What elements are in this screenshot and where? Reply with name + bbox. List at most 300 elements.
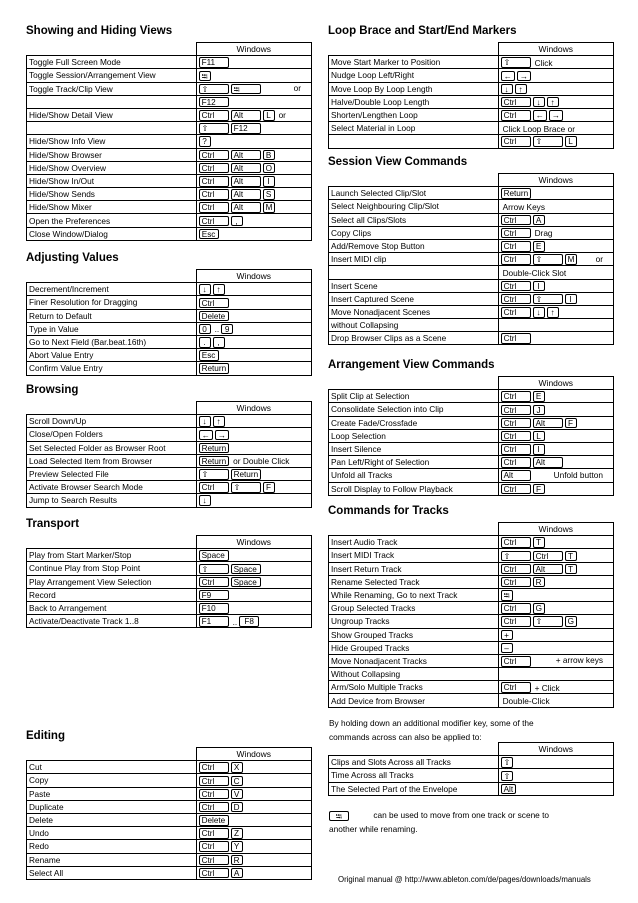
table-row — [27, 761, 312, 774]
key-cap: T — [533, 537, 545, 548]
command-label: Consolidate Selection into Clip — [329, 403, 499, 416]
shortcut-note: + Click — [534, 682, 560, 693]
command-label: Split Clip at Selection — [329, 390, 499, 403]
table-row — [27, 122, 312, 135]
command-label: Type in Value — [27, 322, 197, 335]
tab-note-line-1 — [329, 808, 549, 822]
key-cap: Ctrl — [199, 789, 229, 800]
key-cap: T — [565, 551, 577, 562]
key-cap: Ctrl — [501, 444, 531, 455]
key-cap: I — [263, 176, 275, 187]
command-label: Shorten/Lengthen Loop — [329, 108, 499, 121]
shortcut-note: Unfold button — [553, 469, 603, 480]
command-label: Cut — [27, 761, 197, 774]
key-cap: ? — [199, 136, 211, 147]
key-cap: Ctrl — [501, 136, 531, 147]
key-cap: Alt — [231, 176, 261, 187]
key-cap: Ctrl — [501, 254, 531, 265]
shortcut-note: .. — [232, 616, 238, 627]
command-label: Copy — [27, 774, 197, 787]
table-row — [329, 122, 614, 135]
key-cap: Ctrl — [501, 241, 531, 252]
shortcut-cell — [498, 469, 613, 482]
table-header-row — [329, 743, 614, 756]
table-row — [27, 135, 312, 148]
table-row — [329, 769, 614, 782]
key-cap: Delete — [199, 311, 229, 322]
key-cap: L — [263, 110, 275, 121]
key-cap: M — [565, 254, 578, 265]
shortcut-table — [328, 42, 614, 149]
key-cap: ↑ — [213, 416, 225, 427]
section-title: Arrangement View Commands — [328, 359, 495, 371]
key-cap: Return — [199, 443, 230, 454]
shortcut-cell — [196, 800, 311, 813]
command-label: Drop Browser Clips as a Scene — [329, 332, 499, 345]
key-cap: → — [549, 110, 563, 121]
table-row — [329, 615, 614, 628]
table-row — [27, 227, 312, 240]
command-label: Move Nonadjacent Tracks — [329, 654, 499, 667]
modifier-intro-line-1: By holding down an additional modifier key, some of the — [329, 718, 534, 728]
shortcut-cell — [196, 335, 311, 348]
key-cap: Ctrl — [199, 776, 229, 787]
key-cap: Space — [231, 564, 261, 575]
shortcut-cell — [196, 761, 311, 774]
command-label: Load Selected Item from Browser — [27, 454, 197, 467]
shortcut-cell — [196, 122, 311, 135]
key-cap: Ctrl — [501, 431, 531, 442]
column-header-windows: Windows — [498, 523, 613, 536]
key-cap: Return — [231, 469, 262, 480]
shortcut-note: Arrow Keys — [502, 201, 545, 212]
key-cap: Ctrl — [199, 577, 229, 588]
command-label: Add/Remove Stop Button — [329, 239, 499, 252]
key-cap: Ctrl — [199, 176, 229, 187]
table-header-row — [27, 270, 312, 283]
shortcut-cell — [498, 135, 613, 148]
command-label: Open the Preferences — [27, 214, 197, 227]
key-cap: ↓ — [199, 416, 211, 427]
table-row — [27, 441, 312, 454]
command-label: Delete — [27, 813, 197, 826]
key-cap: ⇧ — [231, 482, 261, 493]
shortcut-cell — [196, 188, 311, 201]
table-header-row — [329, 174, 614, 187]
table-row — [329, 135, 614, 148]
shortcut-cell — [196, 174, 311, 187]
key-cap: V — [231, 789, 243, 800]
table-row — [27, 787, 312, 800]
shortcut-cell — [196, 549, 311, 562]
command-label: Show Grouped Tracks — [329, 628, 499, 641]
key-cap: Alt — [231, 163, 261, 174]
shortcut-cell — [498, 562, 613, 575]
shortcut-cell — [498, 654, 613, 667]
shortcut-cell — [196, 615, 311, 628]
shortcut-table — [328, 173, 614, 345]
key-cap: R — [231, 855, 243, 866]
command-label: Hide/Show Detail View — [27, 108, 197, 121]
table-row — [27, 866, 312, 879]
command-label: Finer Resolution for Dragging — [27, 296, 197, 309]
key-cap: ↑ — [547, 307, 559, 318]
table-row — [27, 562, 312, 575]
table-row — [329, 416, 614, 429]
key-cap: Ctrl — [199, 762, 229, 773]
command-label: Go to Next Field (Bar.beat.16th) — [27, 335, 197, 348]
table-row — [27, 296, 312, 309]
key-cap: 0 — [199, 324, 211, 335]
shortcut-cell — [498, 69, 613, 82]
key-cap: F12 — [231, 123, 261, 134]
command-label: Rename Selected Track — [329, 575, 499, 588]
key-cap: Ctrl — [199, 163, 229, 174]
key-cap: ⇧ — [501, 757, 514, 768]
command-label: Toggle Full Screen Mode — [27, 56, 197, 69]
command-label: Paste — [27, 787, 197, 800]
table-row — [27, 174, 312, 187]
key-cap: Ctrl — [501, 281, 531, 292]
command-label: Set Selected Folder as Browser Root — [27, 441, 197, 454]
table-row — [329, 95, 614, 108]
key-cap: Ctrl — [501, 307, 531, 318]
table-row — [27, 601, 312, 614]
command-label: Insert Return Track — [329, 562, 499, 575]
key-cap: ← — [199, 430, 213, 441]
section-title: Editing — [26, 730, 65, 742]
command-label: Create Fade/Crossfade — [329, 416, 499, 429]
table-row — [329, 429, 614, 442]
shortcut-cell — [498, 200, 613, 213]
shortcut-cell — [196, 296, 311, 309]
shortcut-note: Click Loop Brace or — [502, 123, 575, 134]
key-cap: F1 — [199, 616, 229, 627]
key-cap: ⇧ — [501, 551, 531, 562]
key-cap: Z — [231, 828, 243, 839]
key-cap: 9 — [221, 324, 233, 335]
table-header-row — [329, 523, 614, 536]
command-label: Close Window/Dialog — [27, 227, 197, 240]
command-label: Hide/Show Sends — [27, 188, 197, 201]
table-row — [27, 148, 312, 161]
shortcut-cell — [196, 227, 311, 240]
command-label: Halve/Double Loop Length — [329, 95, 499, 108]
key-cap: Ctrl — [501, 616, 531, 627]
table-row — [329, 200, 614, 213]
shortcut-cell — [498, 187, 613, 200]
key-cap: L — [533, 431, 545, 442]
shortcut-table — [26, 747, 312, 880]
key-cap: Ctrl — [501, 418, 531, 429]
column-header-windows: Windows — [196, 43, 311, 56]
footer-source: Original manual @ http://www.ableton.com/de/pages/downloads/manuals — [338, 875, 591, 884]
table-row — [27, 82, 312, 95]
section-arrangement-view — [328, 358, 614, 496]
key-cap: E — [533, 391, 545, 402]
key-cap: Ctrl — [501, 682, 531, 693]
key-cap: Alt — [501, 784, 517, 795]
key-cap: B — [263, 150, 275, 161]
key-cap: ⇧ — [199, 84, 229, 95]
table-row — [329, 319, 614, 332]
shortcut-cell — [498, 756, 613, 769]
key-cap: F10 — [199, 603, 229, 614]
command-label: Clips and Slots Across all Tracks — [329, 756, 499, 769]
command-label: Launch Selected Clip/Slot — [329, 187, 499, 200]
key-cap: Ctrl — [199, 150, 229, 161]
command-label: Move Nonadjacent Scenes — [329, 305, 499, 318]
key-cap: Ctrl — [501, 215, 531, 226]
table-row — [27, 188, 312, 201]
section-title: Session View Commands — [328, 156, 468, 168]
shortcut-cell — [196, 562, 311, 575]
table-row — [27, 840, 312, 853]
shortcut-cell — [498, 782, 613, 795]
shortcut-cell — [196, 349, 311, 362]
command-label: Hide/Show Overview — [27, 161, 197, 174]
key-cap: Ctrl — [501, 457, 531, 468]
table-row — [329, 266, 614, 279]
table-row — [329, 536, 614, 549]
table-row — [27, 467, 312, 480]
command-label: Close/Open Folders — [27, 428, 197, 441]
shortcut-note: or — [278, 110, 286, 121]
section-title: Adjusting Values — [26, 252, 119, 264]
shortcut-table — [328, 742, 614, 796]
table-row — [27, 575, 312, 588]
shortcut-note: or — [595, 253, 603, 264]
shortcut-note: or — [293, 83, 301, 94]
command-label: Copy Clips — [329, 226, 499, 239]
key-cap: Ctrl — [501, 484, 531, 495]
table-header-row — [329, 377, 614, 390]
header-blank — [27, 536, 197, 549]
table-row — [329, 292, 614, 305]
shortcut-cell — [498, 319, 613, 332]
key-cap: A — [533, 215, 545, 226]
section-session-view — [328, 155, 614, 345]
key-cap: ↓ — [199, 495, 211, 506]
command-label: Return to Default — [27, 309, 197, 322]
command-label: Scroll Display to Follow Playback — [329, 482, 499, 495]
section-title: Loop Brace and Start/End Markers — [328, 25, 517, 37]
key-cap: Space — [231, 577, 261, 588]
section-title: Commands for Tracks — [328, 505, 449, 517]
shortcut-cell — [196, 201, 311, 214]
tab-note — [329, 808, 549, 836]
column-header-windows: Windows — [498, 43, 613, 56]
section-showing-hiding-views — [26, 24, 312, 241]
table-row — [27, 853, 312, 866]
command-label: Insert Scene — [329, 279, 499, 292]
shortcut-cell — [498, 332, 613, 345]
shortcut-cell — [196, 494, 311, 507]
key-cap: ↓ — [501, 84, 513, 95]
shortcut-cell — [196, 588, 311, 601]
shortcut-cell — [196, 135, 311, 148]
modifier-intro-line-2: commands across can also be applied to: — [329, 732, 482, 742]
command-label: Time Across all Tracks — [329, 769, 499, 782]
key-cap: Ctrl — [533, 551, 563, 562]
shortcut-note: Double-Click Slot — [502, 267, 567, 278]
key-cap: ↑ — [547, 97, 559, 108]
key-cap: M — [263, 202, 276, 213]
key-cap: Ctrl — [501, 564, 531, 575]
header-blank — [329, 523, 499, 536]
command-label: Insert MIDI Track — [329, 549, 499, 562]
shortcut-table — [26, 269, 312, 376]
shortcut-cell — [196, 813, 311, 826]
command-label — [27, 122, 197, 135]
key-cap: ⇧ — [533, 294, 563, 305]
key-cap: Ctrl — [199, 298, 229, 309]
key-cap: Ctrl — [501, 97, 531, 108]
shortcut-cell — [498, 769, 613, 782]
command-label — [329, 135, 499, 148]
shortcut-cell — [498, 226, 613, 239]
tab-note-text: can be used to move from one track or scene to — [373, 810, 550, 820]
key-cap: Ctrl — [501, 110, 531, 121]
section-loop-brace — [328, 24, 614, 149]
shortcut-cell — [498, 456, 613, 469]
table-row — [27, 108, 312, 121]
key-cap: ↓ — [533, 307, 545, 318]
table-row — [329, 226, 614, 239]
command-label: Play from Start Marker/Stop — [27, 549, 197, 562]
key-cap: E — [533, 241, 545, 252]
command-label: Preview Selected File — [27, 467, 197, 480]
key-cap: Alt — [231, 110, 261, 121]
header-blank — [27, 748, 197, 761]
command-label: Activate/Deactivate Track 1..8 — [27, 615, 197, 628]
table-row — [329, 602, 614, 615]
command-label: Back to Arrangement — [27, 601, 197, 614]
command-label: Play Arrangement View Selection — [27, 575, 197, 588]
shortcut-cell — [498, 213, 613, 226]
key-cap: O — [263, 163, 275, 174]
shortcut-cell — [196, 441, 311, 454]
key-cap: . — [199, 337, 211, 348]
shortcut-cell — [498, 239, 613, 252]
key-cap: Ctrl — [501, 333, 531, 344]
shortcut-cell — [498, 253, 613, 266]
key-cap: C — [231, 776, 243, 787]
table-row — [329, 305, 614, 318]
key-cap: Alt — [533, 564, 563, 575]
key-cap: F9 — [199, 590, 229, 601]
shortcut-cell — [196, 283, 311, 296]
table-row — [329, 69, 614, 82]
key-cap: G — [533, 603, 545, 614]
command-label: Insert Captured Scene — [329, 292, 499, 305]
key-cap: A — [231, 868, 243, 879]
shortcut-cell — [196, 601, 311, 614]
key-cap: ⇧ — [533, 136, 563, 147]
table-header-row — [27, 748, 312, 761]
shortcut-table — [26, 42, 312, 241]
table-row — [329, 442, 614, 455]
shortcut-cell — [498, 615, 613, 628]
shortcut-cell — [196, 362, 311, 375]
table-row — [329, 187, 614, 200]
table-row — [329, 654, 614, 667]
key-cap: Ctrl — [199, 855, 229, 866]
key-cap: + — [501, 630, 513, 641]
table-row — [27, 428, 312, 441]
key-cap: Y — [231, 841, 243, 852]
key-cap: Ctrl — [501, 603, 531, 614]
key-cap: G — [565, 616, 577, 627]
column-header-windows: Windows — [196, 536, 311, 549]
command-label: Pan Left/Right of Selection — [329, 456, 499, 469]
key-cap: Esc — [199, 229, 219, 240]
key-cap: Ctrl — [501, 405, 531, 416]
table-row — [27, 588, 312, 601]
header-blank — [329, 43, 499, 56]
shortcut-cell — [498, 681, 613, 694]
shortcut-note: .. — [214, 324, 220, 335]
shortcut-note: + arrow keys — [555, 655, 603, 666]
section-commands-tracks — [328, 504, 614, 708]
table-header-row — [27, 43, 312, 56]
shortcut-cell — [498, 403, 613, 416]
table-row — [27, 309, 312, 322]
key-cap: Return — [501, 188, 532, 199]
table-header-row — [27, 402, 312, 415]
column-header-windows: Windows — [498, 743, 613, 756]
column-header-windows: Windows — [196, 402, 311, 415]
shortcut-cell — [196, 481, 311, 494]
command-label: Select all Clips/Slots — [329, 213, 499, 226]
table-row — [27, 161, 312, 174]
shortcut-cell — [196, 827, 311, 840]
key-cap: Delete — [199, 815, 229, 826]
table-row — [27, 95, 312, 108]
command-label: Jump to Search Results — [27, 494, 197, 507]
section-title: Transport — [26, 518, 80, 530]
command-label: Insert Audio Track — [329, 536, 499, 549]
shortcut-cell — [498, 588, 613, 601]
table-row — [329, 279, 614, 292]
table-row — [27, 56, 312, 69]
table-row — [27, 214, 312, 227]
table-row — [27, 813, 312, 826]
shortcut-cell — [196, 840, 311, 853]
command-label: Hide/Show Browser — [27, 148, 197, 161]
table-row — [329, 403, 614, 416]
shortcut-cell — [196, 428, 311, 441]
key-cap: Ctrl — [501, 577, 531, 588]
table-row — [27, 349, 312, 362]
shortcut-cell — [498, 390, 613, 403]
section-adjusting-values — [26, 251, 312, 376]
table-row — [329, 56, 614, 69]
key-cap: F — [533, 484, 545, 495]
shortcut-cell — [196, 309, 311, 322]
command-label: Ungroup Tracks — [329, 615, 499, 628]
key-cap: , — [213, 337, 225, 348]
table-row — [329, 681, 614, 694]
shortcut-cell — [196, 853, 311, 866]
shortcut-cell — [196, 69, 311, 82]
shortcut-cell — [498, 575, 613, 588]
command-label: Select Neighbouring Clip/Slot — [329, 200, 499, 213]
command-label: Rename — [27, 853, 197, 866]
key-cap: F8 — [239, 616, 259, 627]
table-row — [329, 782, 614, 795]
key-cap: R — [533, 577, 545, 588]
